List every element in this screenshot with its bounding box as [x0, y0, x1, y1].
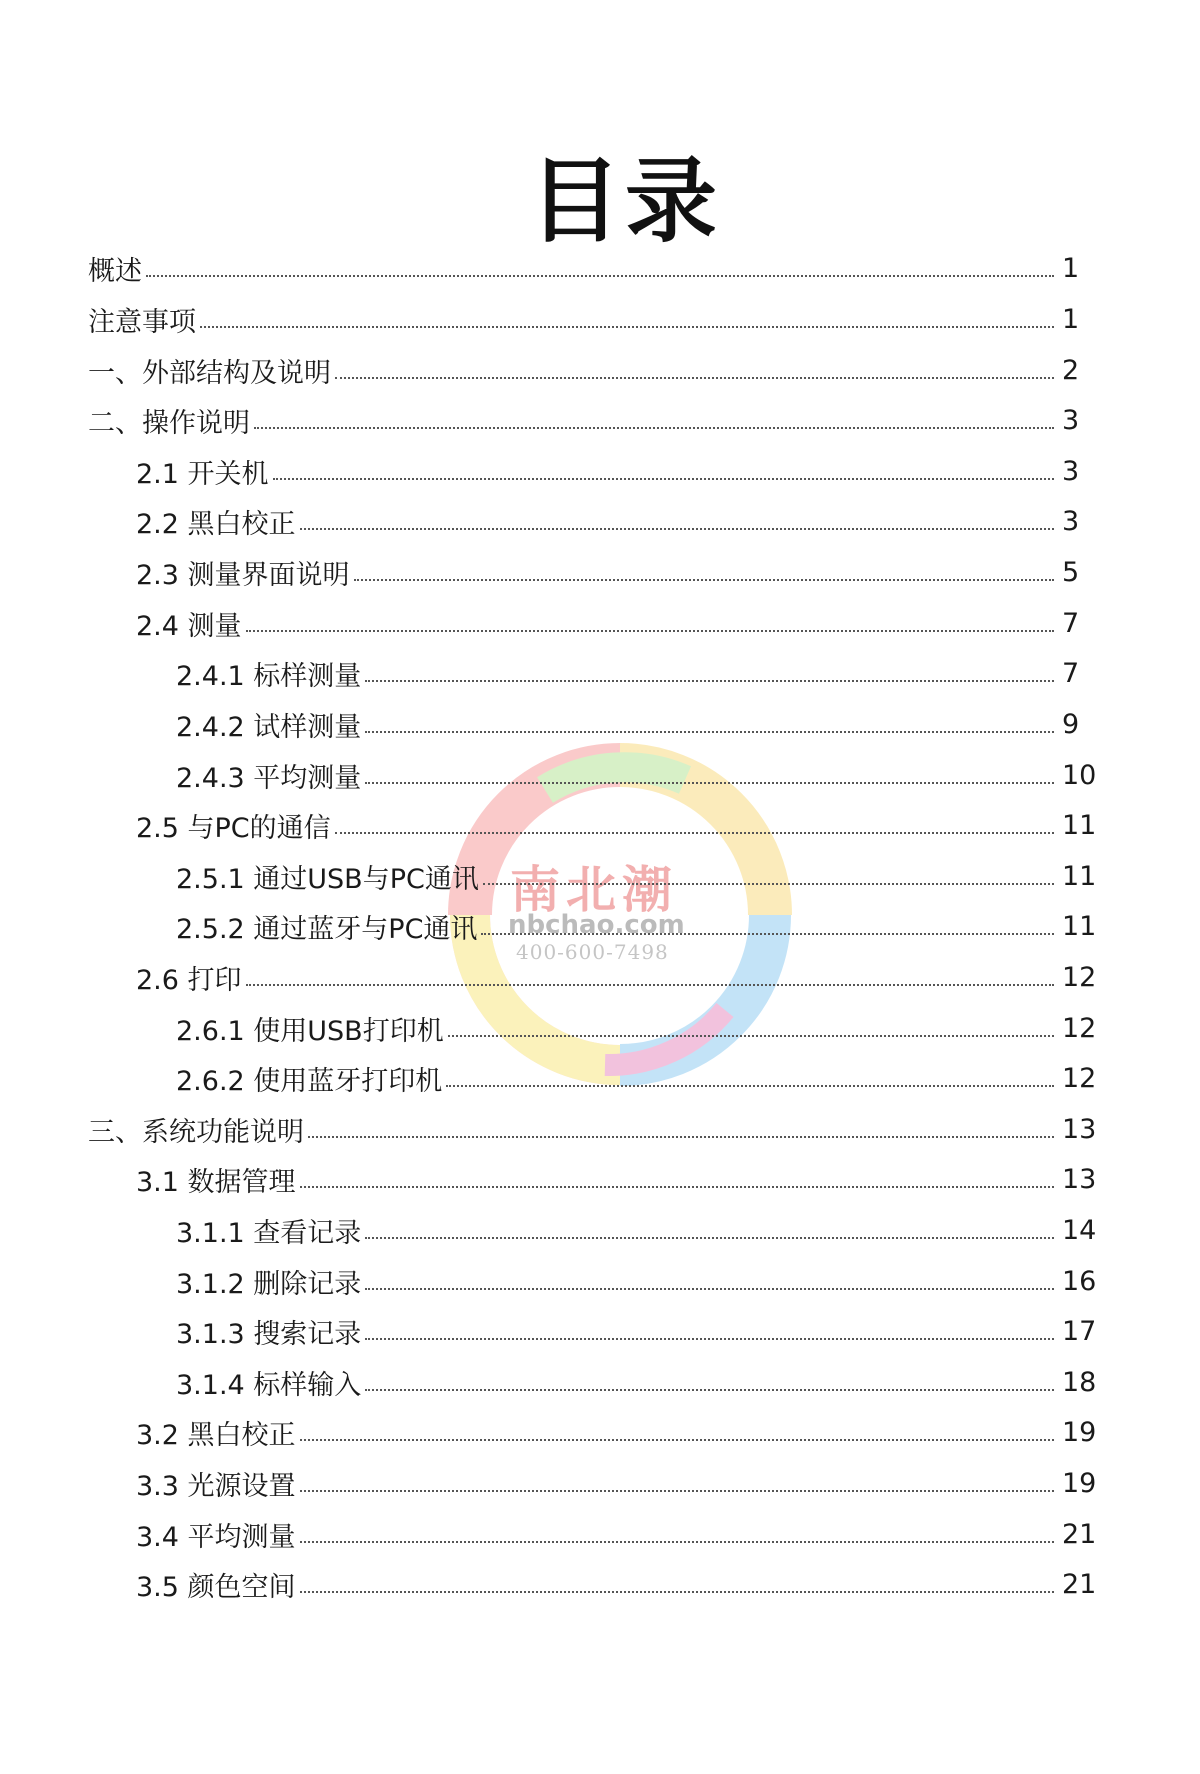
toc-entry[interactable] [136, 1463, 1102, 1503]
dot-leader [246, 982, 1054, 986]
dot-leader [365, 780, 1054, 784]
toc-entry[interactable] [176, 653, 1102, 693]
toc-entry-page: 13 [1062, 1163, 1097, 1195]
toc-entry-page: 19 [1062, 1467, 1097, 1499]
toc-entry-page: 5 [1062, 556, 1080, 588]
toc-entry[interactable] [88, 299, 1102, 339]
toc-entry[interactable] [88, 350, 1102, 390]
toc-entry-label: 2.5.2 通过蓝牙与PC通讯 [176, 913, 478, 945]
toc-entry-page: 3 [1062, 404, 1080, 436]
toc-entry-label: 三、系统功能说明 [88, 1116, 304, 1148]
toc-entry-label: 2.2 黑白校正 [136, 508, 296, 540]
dot-leader [300, 1488, 1054, 1492]
toc-entry-label: 2.4 测量 [136, 610, 242, 642]
dot-leader [308, 1134, 1054, 1138]
toc-entry[interactable] [136, 603, 1102, 643]
toc-entry-page: 2 [1062, 354, 1080, 386]
toc-entry[interactable] [88, 1109, 1102, 1149]
toc-entry-page: 11 [1062, 860, 1097, 892]
toc-entry-page: 11 [1062, 910, 1097, 942]
dot-leader [246, 628, 1054, 632]
toc-entry[interactable] [88, 400, 1102, 440]
toc-entry-label: 2.4.1 标样测量 [176, 660, 362, 692]
dot-leader [448, 1033, 1054, 1037]
toc-entry-page: 21 [1062, 1568, 1097, 1600]
toc-entry[interactable] [136, 501, 1102, 541]
page-title: 目录 [528, 147, 721, 255]
dot-leader [481, 931, 1054, 935]
toc-entry[interactable] [176, 1362, 1102, 1402]
toc-entry[interactable] [176, 1058, 1102, 1098]
watermark-phone: 400-600-7498 [516, 940, 669, 964]
watermark-brand: 南北潮 [510, 860, 678, 919]
toc-entry-label: 3.1.4 标样输入 [176, 1369, 362, 1401]
dot-leader [354, 577, 1054, 581]
toc-entry[interactable] [136, 1514, 1102, 1554]
dot-leader [335, 830, 1054, 834]
toc-entry-label: 3.4 平均测量 [136, 1521, 296, 1553]
toc-entry[interactable] [136, 552, 1102, 592]
toc-entry-page: 3 [1062, 505, 1080, 537]
toc-entry-page: 3 [1062, 455, 1080, 487]
toc-entry-page: 11 [1062, 809, 1097, 841]
toc-entry-label: 3.5 颜色空间 [136, 1571, 296, 1603]
dot-leader [273, 476, 1054, 480]
toc-entry[interactable] [176, 906, 1102, 946]
toc-entry[interactable] [176, 1210, 1102, 1250]
toc-entry-label: 3.1 数据管理 [136, 1166, 296, 1198]
dot-leader [483, 881, 1054, 885]
toc-entry-page: 13 [1062, 1113, 1097, 1145]
dot-leader [146, 273, 1054, 277]
toc-entry-label: 2.4.3 平均测量 [176, 762, 362, 794]
toc-entry-label: 2.6.2 使用蓝牙打印机 [176, 1065, 443, 1097]
toc-entry[interactable] [176, 704, 1102, 744]
toc-entry-label: 3.1.1 查看记录 [176, 1217, 362, 1249]
toc-entry-label: 一、外部结构及说明 [88, 357, 331, 389]
toc-entry-label: 3.1.2 删除记录 [176, 1268, 362, 1300]
dot-leader [300, 1589, 1054, 1593]
dot-leader [200, 324, 1054, 328]
dot-leader [300, 526, 1054, 530]
toc-entry-page: 12 [1062, 961, 1097, 993]
toc-entry-page: 14 [1062, 1214, 1097, 1246]
dot-leader [300, 1437, 1054, 1441]
toc-entry[interactable] [88, 248, 1102, 288]
dot-leader [335, 375, 1054, 379]
toc-entry-label: 注意事项 [88, 306, 196, 338]
toc-entry-page: 7 [1062, 607, 1080, 639]
toc-entry-label: 2.4.2 试样测量 [176, 711, 362, 743]
toc-entry-label: 2.6 打印 [136, 964, 242, 996]
toc-entry-page: 21 [1062, 1518, 1097, 1550]
toc-entry-page: 1 [1062, 303, 1080, 335]
toc-entry-label: 2.6.1 使用USB打印机 [176, 1015, 444, 1047]
toc-entry[interactable] [136, 451, 1102, 491]
toc-entry-page: 7 [1062, 657, 1080, 689]
toc-entry[interactable] [176, 1311, 1102, 1351]
dot-leader [300, 1539, 1054, 1543]
toc-entry[interactable] [136, 805, 1102, 845]
toc-entry-page: 12 [1062, 1062, 1097, 1094]
toc-entry[interactable] [136, 957, 1102, 997]
dot-leader [300, 1184, 1054, 1188]
toc-entry-page: 17 [1062, 1315, 1097, 1347]
toc-entry-label: 2.3 测量界面说明 [136, 559, 350, 591]
dot-leader [365, 678, 1054, 682]
toc-entry-label: 二、操作说明 [88, 407, 250, 439]
dot-leader [365, 1387, 1054, 1391]
toc-entry-label: 3.3 光源设置 [136, 1470, 296, 1502]
toc-entry[interactable] [176, 856, 1102, 896]
toc-entry[interactable] [176, 755, 1102, 795]
toc-entry-label: 3.2 黑白校正 [136, 1419, 296, 1451]
toc-entry-page: 19 [1062, 1416, 1097, 1448]
dot-leader [365, 1336, 1054, 1340]
toc-entry[interactable] [136, 1412, 1102, 1452]
toc-entry-page: 1 [1062, 252, 1080, 284]
toc-entry-label: 2.1 开关机 [136, 458, 269, 490]
dot-leader [446, 1083, 1054, 1087]
toc-entry[interactable] [136, 1159, 1102, 1199]
toc-entry-page: 10 [1062, 759, 1097, 791]
toc-entry-page: 12 [1062, 1012, 1097, 1044]
toc-entry-page: 16 [1062, 1265, 1097, 1297]
toc-entry-label: 概述 [88, 255, 142, 287]
toc-entry-label: 2.5.1 通过USB与PC通讯 [176, 863, 479, 895]
toc-entry[interactable] [176, 1261, 1102, 1301]
dot-leader [365, 1286, 1054, 1290]
dot-leader [254, 425, 1054, 429]
toc-entry-label: 3.1.3 搜索记录 [176, 1318, 362, 1350]
toc-entry-label: 2.5 与PC的通信 [136, 812, 331, 844]
watermark-url: nbchao.com [508, 910, 685, 940]
dot-leader [365, 729, 1054, 733]
toc-entry-page: 18 [1062, 1366, 1097, 1398]
toc-entry[interactable] [176, 1008, 1102, 1048]
toc-entry[interactable] [136, 1564, 1102, 1604]
dot-leader [365, 1235, 1054, 1239]
toc-entry-page: 9 [1062, 708, 1080, 740]
